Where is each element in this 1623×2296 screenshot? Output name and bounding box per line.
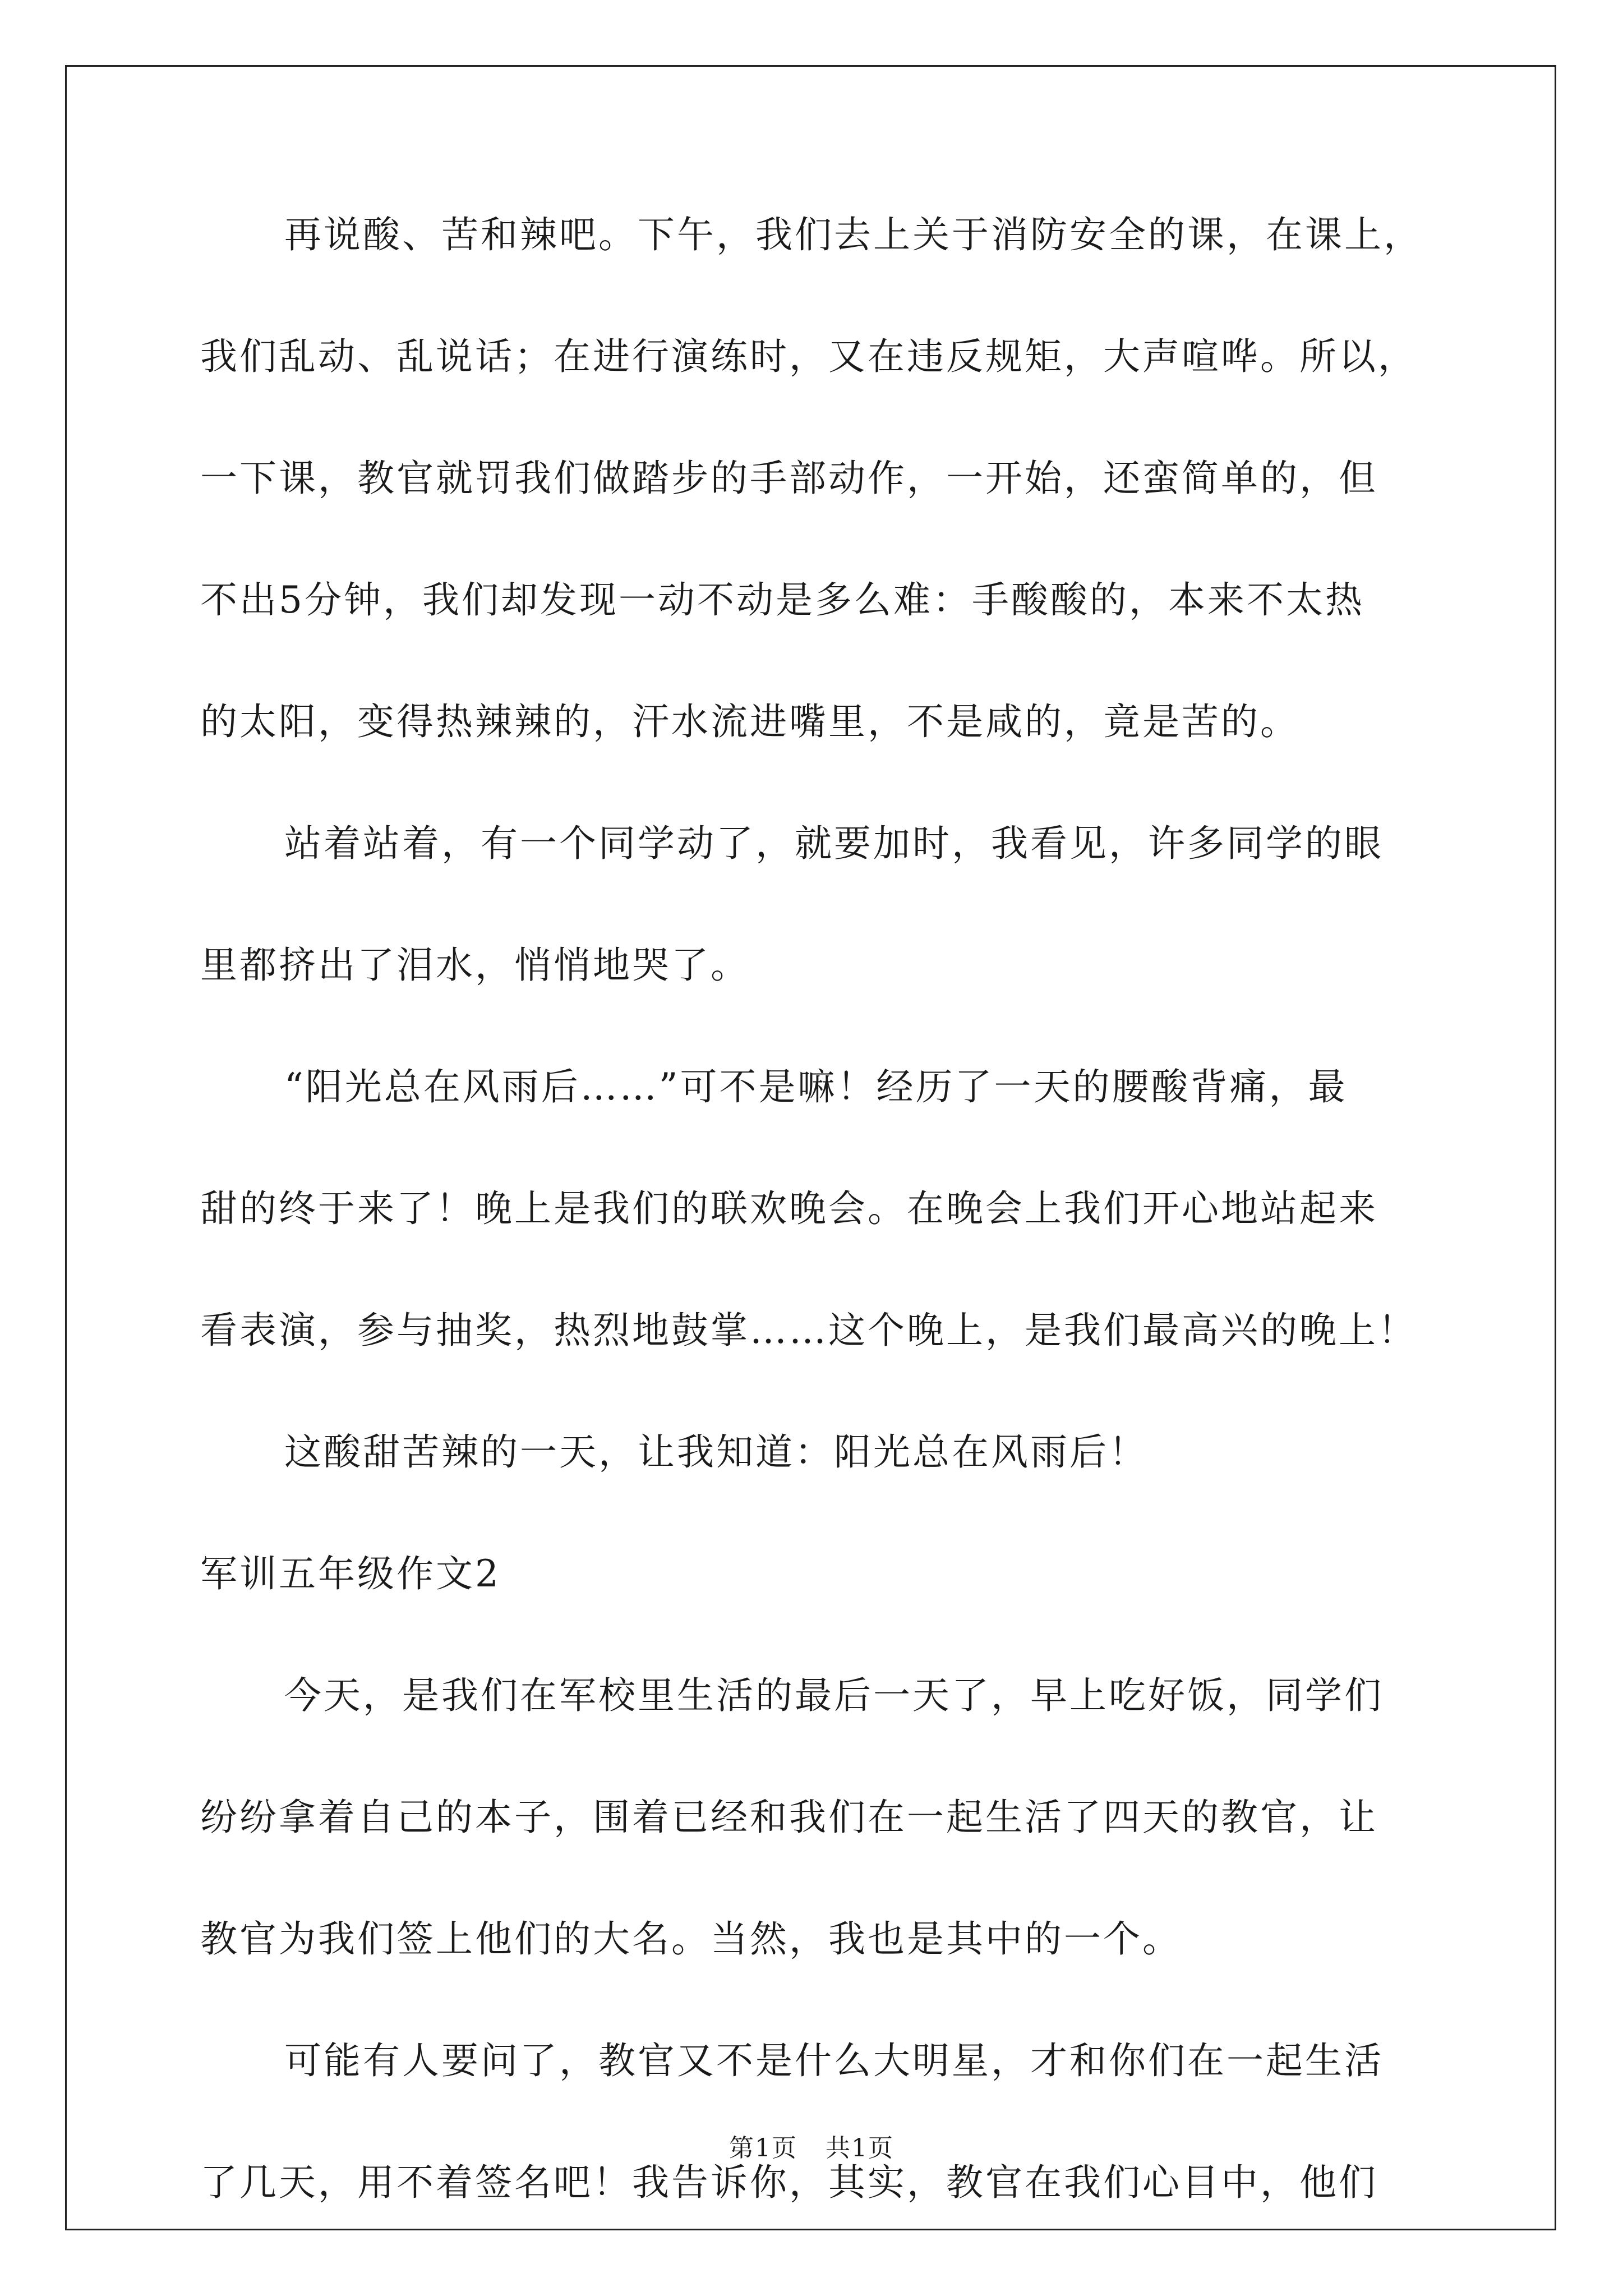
paragraph-line: 纷纷拿着自己的本子，围着已经和我们在一起生活了四天的教官，让 — [200, 1796, 1378, 1839]
paragraph-line: 这酸甜苦辣的一天，让我知道：阳光总在风雨后！ — [284, 1430, 1148, 1474]
paragraph-line: 看表演，参与抽奖，热烈地鼓掌……这个晚上，是我们最高兴的晚上！ — [200, 1309, 1417, 1352]
paragraph-line: 不出5分钟，我们却发现一动不动是多么难：手酸酸的，本来不太热 — [200, 578, 1364, 622]
paragraph-line: 站着站着，有一个同学动了，就要加时，我看见，许多同学的眼 — [284, 822, 1384, 865]
paragraph-line: 教官为我们签上他们的大名。当然，我也是其中的一个。 — [200, 1917, 1182, 1961]
paragraph-line: “阳光总在风雨后……”可不是嘛！经历了一天的腰酸背痛，最 — [284, 1065, 1348, 1108]
page-number-current: 第1页 — [729, 2134, 797, 2162]
document-body — [200, 213, 1428, 2204]
paragraph-line: 里都挤出了泪水，悄悄地哭了。 — [200, 944, 750, 987]
paragraph-line: 今天，是我们在军校里生活的最后一天了，早上吃好饭，同学们 — [284, 1674, 1384, 1717]
paragraph-line: 可能有人要问了，教官又不是什么大明星，才和你们在一起生活 — [284, 2039, 1384, 2082]
page-footer — [0, 2134, 1623, 2162]
paragraph-line: 再说酸、苦和辣吧。下午，我们去上关于消防安全的课，在课上， — [284, 213, 1423, 256]
paragraph-line: 一下课，教官就罚我们做踏步的手部动作，一开始，还蛮简单的，但 — [200, 457, 1378, 500]
paragraph-line: 的太阳，变得热辣辣的，汗水流进嘴里，不是咸的，竟是苦的。 — [200, 700, 1299, 743]
page-number-total: 共1页 — [826, 2134, 894, 2162]
paragraph-line: 我们乱动、乱说话；在进行演练时，又在违反规矩，大声喧哗。所以， — [200, 335, 1417, 378]
section-heading: 军训五年级作文2 — [200, 1552, 501, 1595]
paragraph-line: 甜的终于来了！晚上是我们的联欢晚会。在晚会上我们开心地站起来 — [200, 1187, 1378, 1230]
paragraph-line: 了几天，用不着签名吧！我告诉你，其实，教官在我们心目中，他们 — [200, 2161, 1378, 2204]
